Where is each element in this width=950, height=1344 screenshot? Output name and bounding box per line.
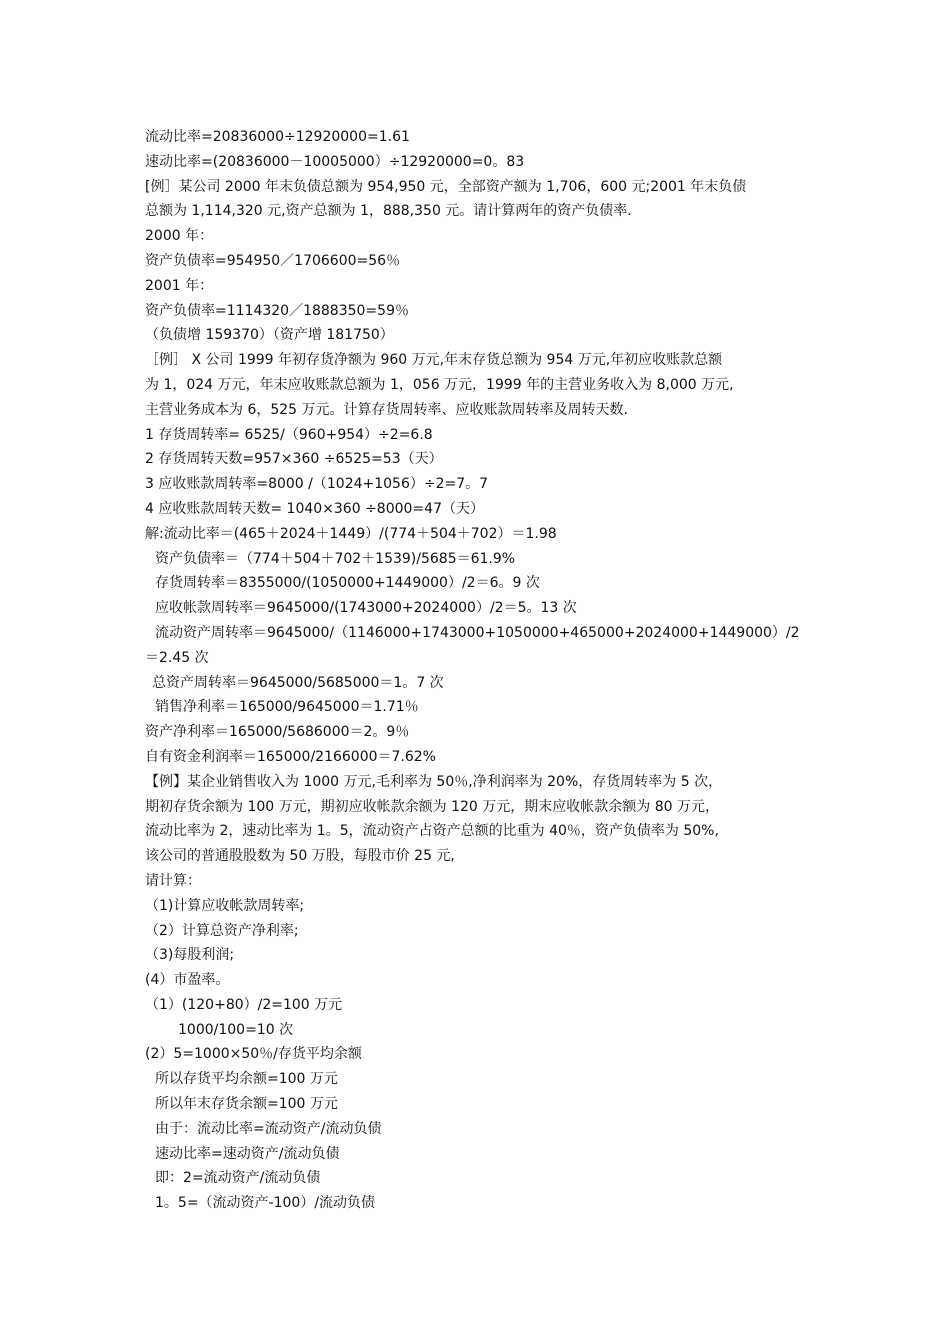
text-line: 资产负债率=954950／1706600=56％ — [145, 252, 401, 269]
text-line: 即：2=流动资产/流动负债 — [155, 1170, 321, 1187]
text-line: 流动资产周转率＝9645000/（1146000+1743000+1050000+465000+2024000+1449000）/2 — [155, 624, 800, 641]
text-line: 2001 年： — [145, 277, 214, 294]
text-line: 期初存货余额为 100 万元，期初应收帐款余额为 120 万元，期末应收帐款余额为 80 万元， — [145, 798, 719, 815]
text-line: 主营业务成本为 6，525 万元。计算存货周转率、应收账款周转率及周转天数. — [145, 401, 628, 418]
text-line: 所以年末存货余额=100 万元 — [155, 1096, 338, 1113]
text-line: 1。5=（流动资产-100）/流动负债 — [155, 1195, 376, 1212]
text-line: （1)计算应收帐款周转率; — [145, 897, 305, 914]
text-line: 1 存货周转率= 6525/（960+954）÷2=6.8 — [145, 426, 433, 443]
text-line: （3)每股利润; — [145, 947, 235, 964]
text-line: （1）(120+80）/2=100 万元 — [145, 996, 343, 1013]
text-line: 4 应收账款周转天数= 1040×360 ÷8000=47（天） — [145, 500, 484, 517]
text-line: 总资产周转率＝9645000/5685000＝1。7 次 — [152, 674, 444, 691]
text-line: 资产负债率＝（774＋504＋702＋1539)/5685＝61.9% — [155, 550, 516, 567]
text-line: 1000/100=10 次 — [178, 1021, 294, 1038]
text-line: 速动比率=(20836000－10005000）÷12920000=0。83 — [145, 153, 525, 170]
text-line: 该公司的普通股股数为 50 万股，每股市价 25 元, — [145, 848, 455, 865]
text-line: ＝2.45 次 — [145, 649, 209, 666]
text-line: 所以存货平均余额=100 万元 — [155, 1071, 338, 1088]
text-line: 资产负债率=1114320／1888350=59％ — [145, 302, 409, 319]
text-line: 资产净利率＝165000/5686000＝2。9％ — [145, 724, 410, 741]
text-line: (4）市盈率。 — [145, 972, 230, 989]
text-line: 自有资金利润率＝165000/2166000＝7.62% — [145, 748, 436, 765]
text-line: 为 1，024 万元，年末应收账款总额为 1，056 万元，1999 年的主营业务收入为 8,000 万元, — [145, 376, 734, 393]
text-line: （负债增 159370）（资产增 181750） — [145, 327, 394, 344]
text-line: 流动比率为 2，速动比率为 1。5，流动资产占资产总额的比重为 40％，资产负债率为 50%, — [145, 823, 719, 840]
text-line: 速动比率=速动资产/流动负债 — [155, 1145, 340, 1162]
text-line: 3 应收账款周转率=8000 /（1024+1056）÷2=7。7 — [145, 476, 489, 493]
text-line: 请计算： — [145, 872, 201, 889]
text-line: 解:流动比率＝(465＋2024＋1449）/(774＋504＋702）＝1.98 — [145, 525, 557, 542]
document-body — [145, 125, 825, 1216]
text-line: ［例］ X 公司 1999 年初存货净额为 960 万元,年末存货总额为 954 万元,年初应收账款总额 — [145, 352, 723, 369]
text-line: 应收帐款周转率＝9645000/(1743000+2024000）/2＝5。13 次 — [155, 600, 577, 617]
text-line: 由于：流动比率=流动资产/流动负债 — [155, 1120, 382, 1137]
text-line: 2000 年： — [145, 228, 214, 245]
text-line: 2 存货周转天数=957×360 ÷6525=53（天） — [145, 451, 443, 468]
text-line: 总额为 1,114,320 元,资产总额为 1，888,350 元。请计算两年的资产负债率. — [145, 203, 632, 220]
text-line: 【例】某企业销售收入为 1000 万元,毛利率为 50％,净利润率为 20%，存货周转率为 5 次， — [145, 773, 723, 790]
text-line: (2）5=1000×50％/存货平均余额 — [145, 1046, 362, 1063]
text-line: 存货周转率＝8355000/(1050000+1449000）/2＝6。9 次 — [155, 575, 540, 592]
text-line: 流动比率=20836000÷12920000=1.61 — [145, 129, 410, 145]
text-line: （2）计算总资产净利率; — [145, 922, 299, 939]
text-line: [例］某公司 2000 年末负债总额为 954,950 元，全部资产额为 1,706，600 元;2001 年末负债 — [145, 178, 747, 195]
text-line: 销售净利率＝165000/9645000＝1.71％ — [155, 699, 419, 716]
